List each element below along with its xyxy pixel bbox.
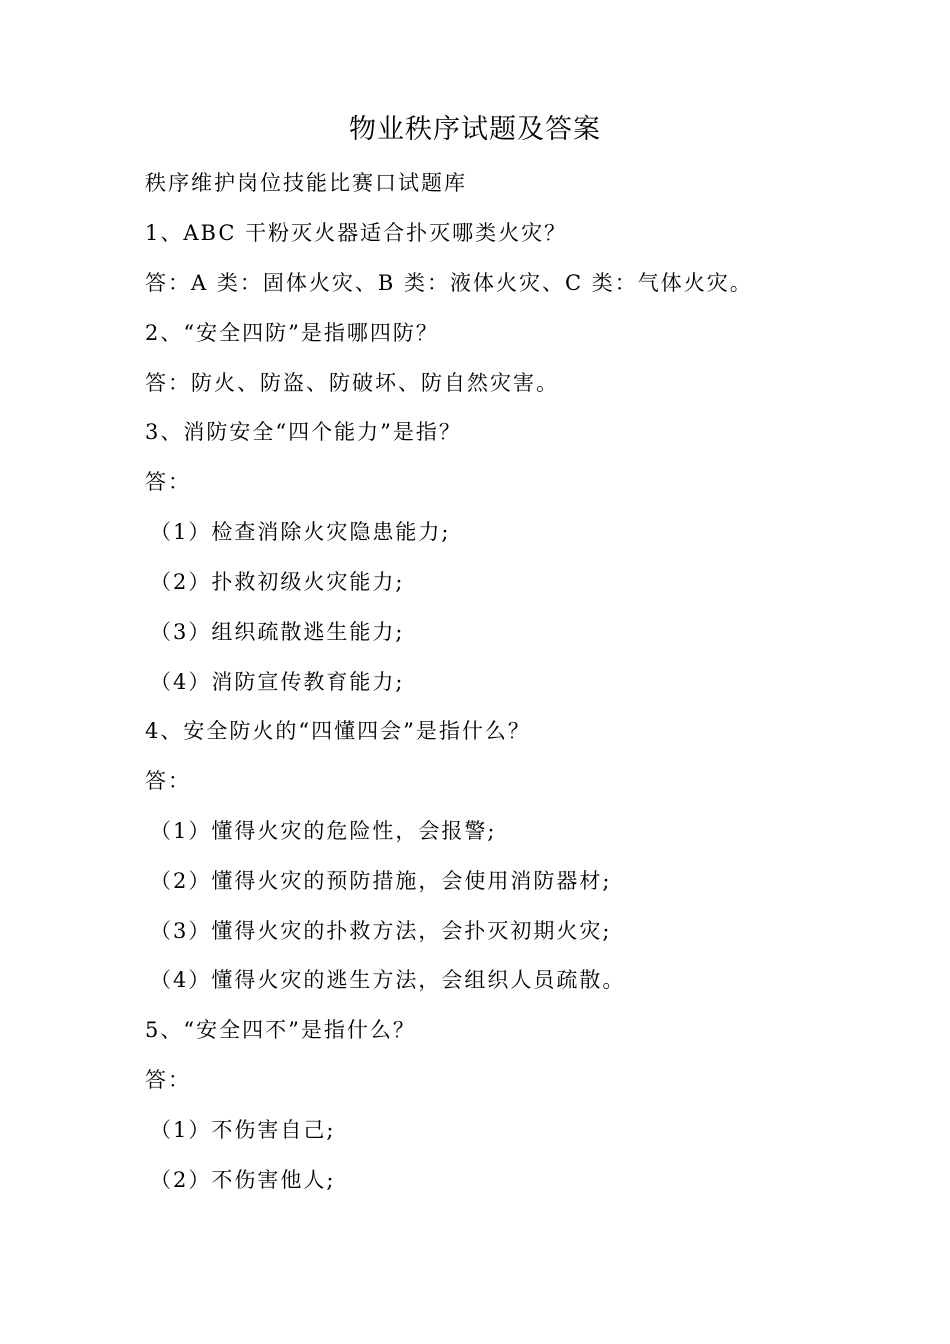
answer-5-item-2: （2）不伤害他人; — [150, 1168, 336, 1192]
question-4: 4、安全防火的“四懂四会”是指什么？ — [145, 719, 531, 743]
answer-1: 答：A 类：固体火灾、B 类：液体火灾、C 类：气体火灾。 — [145, 271, 753, 295]
answer-4-item-3: （3）懂得火灾的扑救方法，会扑灭初期火灾; — [150, 919, 612, 943]
answer-5-item-1: （1）不伤害自己; — [150, 1118, 336, 1142]
answer-3-item-2: （2）扑救初级火灾能力; — [150, 570, 405, 594]
answer-4-item-2: （2）懂得火灾的预防措施，会使用消防器材; — [150, 869, 612, 893]
question-5: 5、“安全四不”是指什么？ — [145, 1018, 416, 1042]
answer-3-label: 答： — [145, 470, 191, 494]
document-title: 物业秩序试题及答案 — [349, 114, 601, 145]
answer-4-item-4: （4）懂得火灾的逃生方法，会组织人员疏散。 — [150, 968, 626, 992]
answer-3-item-3: （3）组织疏散逃生能力; — [150, 620, 405, 644]
answer-4-label: 答： — [145, 769, 191, 793]
answer-4-item-1: （1）懂得火灾的危险性，会报警; — [150, 819, 497, 843]
answer-3-item-1: （1）检查消除火灾隐患能力; — [150, 520, 451, 544]
question-3: 3、消防安全“四个能力”是指？ — [145, 420, 462, 444]
answer-5-label: 答： — [145, 1068, 191, 1092]
answer-2: 答：防火、防盗、防破坏、防自然灾害。 — [145, 371, 559, 395]
answer-3-item-4: （4）消防宣传教育能力; — [150, 670, 405, 694]
document-subtitle: 秩序维护岗位技能比赛口试题库 — [145, 171, 467, 195]
question-2: 2、“安全四防”是指哪四防？ — [145, 321, 439, 345]
question-1: 1、ABC 干粉灭火器适合扑灭哪类火灾？ — [145, 221, 568, 245]
